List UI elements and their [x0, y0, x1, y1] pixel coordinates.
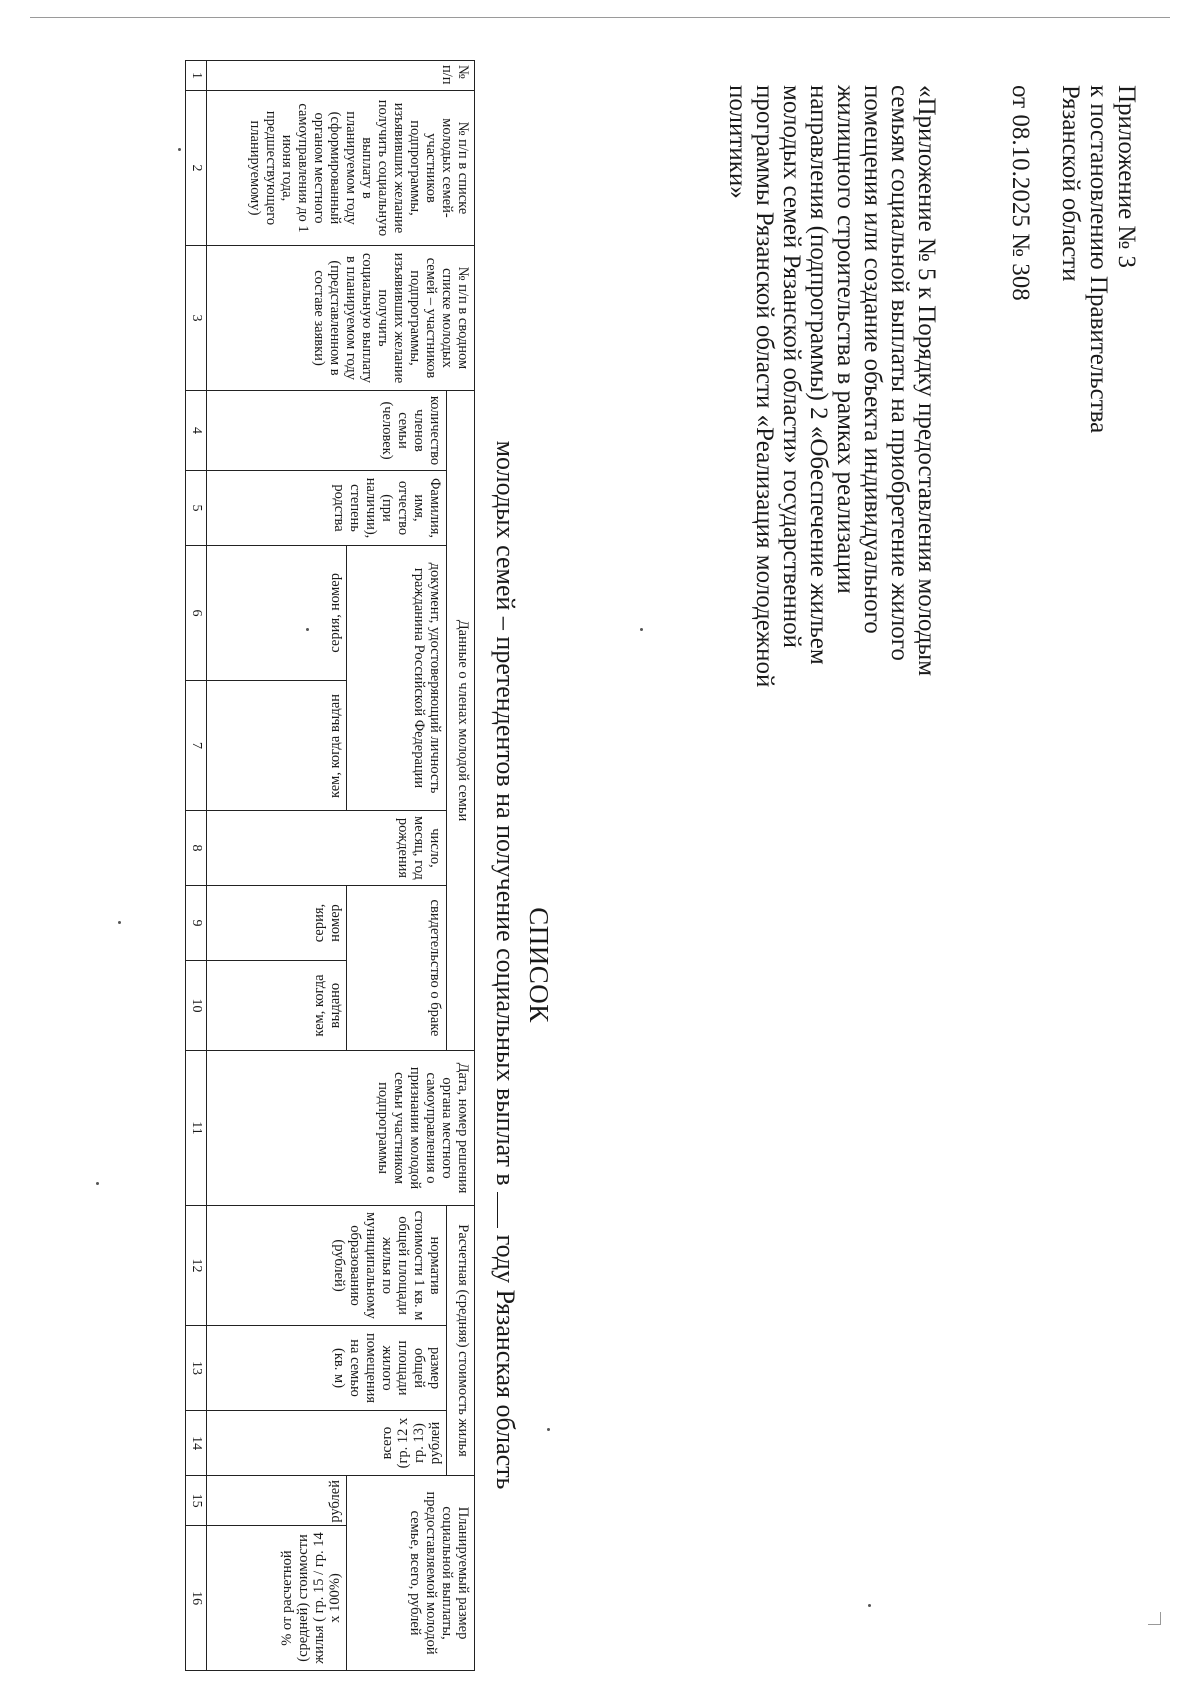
col-number: 4 [186, 391, 207, 471]
header-decision: Дата, номер решения органа местного самоуправления о признании молодой семьи участником подпрограммы [207, 1051, 475, 1206]
corner-mark [1148, 1612, 1161, 1625]
col-number: 2 [186, 91, 207, 246]
header-percent: % от расчетной (средней) стоимости жилья ( гр. 15 / гр. 14 x 100%) [207, 1526, 347, 1671]
rider-block [724, 85, 940, 705]
appendix-date: от 08.10.2025 № 308 [1007, 85, 1034, 301]
families-table [185, 60, 475, 1671]
appendix-block [1006, 85, 1140, 705]
list-heading [489, 260, 555, 1670]
rider-text: «Приложение № 5 к Порядку предоставления молодым семьям социальной выплаты на приобретение жилого помещения или создание объекта индивидуального жилищного строительства в рамках реализации направления (подпрограммы) 2 «Обеспечение жильем молодых семей Рязанской области» государственной программы Рязанской области «Реализация молодежной политики» [724, 85, 940, 688]
header-list-number: № п/п в списке молодых семей-участников подпрограммы, изъявивших желание получить социальную выплату в планируемом году (сформированный органом местного самоуправления до 1 июня года, предшествующего планируемому) [207, 91, 475, 246]
col-number: 11 [186, 1051, 207, 1206]
col-number: 6 [186, 546, 207, 681]
col-number: 5 [186, 471, 207, 546]
page-subtitle [489, 260, 521, 1670]
header-cert-issued: кем, когда выдано [207, 961, 347, 1051]
col-number: 8 [186, 811, 207, 886]
rotated-page [60, 30, 1140, 1675]
top-rule [30, 17, 1170, 18]
col-number: 16 [186, 1526, 207, 1671]
header-total-cost: всего (гр. 12 x гр. 13) рублей [207, 1411, 447, 1476]
header-summary-number: № п/п в сводном списке молодых семей – участников подпрограммы, изъявивших желание получить социальную выплату в планируемом году (представленном в составе заявки) [207, 246, 475, 391]
header-marriage-cert: свидетельство о браке [347, 886, 447, 1051]
header-id-series: серия, номер [207, 546, 347, 681]
col-number: 14 [186, 1411, 207, 1476]
header-id-document: документ, удостоверяющий личность гражданина Российской Федерации [347, 546, 447, 811]
col-number: 13 [186, 1326, 207, 1411]
header-family-count: количество членов семьи (человек) [207, 391, 447, 471]
col-number: 10 [186, 961, 207, 1051]
header-area: размер общей площади жилого помещения на семью (кв. м) [207, 1326, 447, 1411]
column-number-row [186, 61, 207, 1671]
appendix-number: Приложение № 3 [1113, 85, 1140, 269]
header-cost-group: Расчетная (средняя) стоимость жилья [447, 1206, 475, 1476]
header-planned-payment: Планируемый размер социальной выплаты, предоставляемой молодой семье, всего, рублей [347, 1476, 475, 1671]
header-id-issued: кем, когда выдан [207, 681, 347, 811]
header-norm-cost: норматив стоимости 1 кв. м общей площади жилья по муниципальному образованию (рублей) [207, 1206, 447, 1326]
subtitle-end: году Рязанская область [491, 1234, 520, 1490]
header-members-group: Данные о членах молодой семьи [447, 391, 475, 1051]
appendix-region: Рязанской области [1057, 85, 1084, 282]
col-number: 15 [186, 1476, 207, 1526]
col-number: 9 [186, 886, 207, 961]
header-fio: Фамилия, имя, отчество (при наличии), степень родства [207, 471, 447, 546]
header-birth-date: число, месяц, год рождения [207, 811, 447, 886]
header-no: № п/п [207, 61, 475, 91]
col-number: 7 [186, 681, 207, 811]
appendix-resolution: к постановлению Правительства [1085, 85, 1112, 434]
year-blank [497, 1192, 518, 1228]
col-number: 1 [186, 61, 207, 91]
header-cert-series: серия, номер [207, 886, 347, 961]
col-number: 12 [186, 1206, 207, 1326]
col-number: 3 [186, 246, 207, 391]
header-rub: рублей [207, 1476, 347, 1526]
page-title: СПИСОК [524, 907, 554, 1023]
subtitle-start: молодых семей – претендентов на получение социальных выплат в [491, 440, 520, 1186]
